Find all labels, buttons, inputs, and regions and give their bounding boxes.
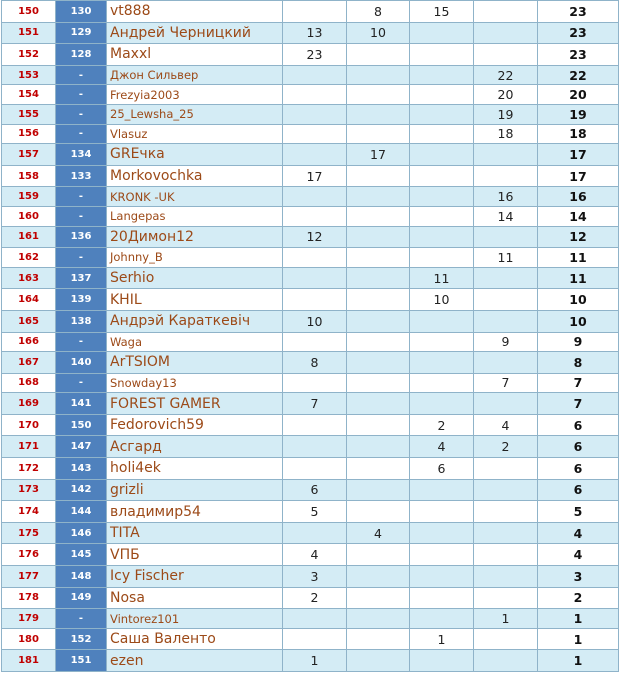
stage-1-score-cell: 7 <box>283 393 347 415</box>
stage-1-score-cell <box>283 436 347 458</box>
stage-1-score-cell <box>283 332 347 352</box>
table-row <box>2 65 619 85</box>
table-row <box>2 44 619 66</box>
stage-1-score-cell: 17 <box>283 165 347 187</box>
previous-rank-cell: 133 <box>56 165 107 187</box>
total-score-cell: 23 <box>538 44 619 66</box>
rank-cell: 156 <box>2 124 56 144</box>
stage-4-score-cell <box>474 352 538 374</box>
stage-4-score-cell: 16 <box>474 187 538 207</box>
player-name-cell: VПБ <box>107 544 283 566</box>
stage-2-score-cell <box>347 566 410 588</box>
stage-2-score-cell <box>347 124 410 144</box>
stage-2-score-cell <box>347 544 410 566</box>
player-name-cell: Vlasuz <box>107 124 283 144</box>
stage-2-score-cell <box>347 352 410 374</box>
stage-4-score-cell <box>474 566 538 588</box>
stage-3-score-cell <box>410 165 474 187</box>
previous-rank-cell: 145 <box>56 544 107 566</box>
player-name-cell: ArTSIOM <box>107 352 283 374</box>
stage-4-score-cell: 22 <box>474 65 538 85</box>
total-score-cell: 6 <box>538 436 619 458</box>
table-row <box>2 501 619 523</box>
stage-3-score-cell: 11 <box>410 267 474 289</box>
rank-cell: 172 <box>2 458 56 480</box>
rank-cell: 177 <box>2 566 56 588</box>
stage-3-score-cell <box>410 248 474 268</box>
stage-1-score-cell <box>283 144 347 166</box>
total-score-cell: 6 <box>538 479 619 501</box>
stage-3-score-cell <box>410 566 474 588</box>
stage-3-score-cell: 2 <box>410 414 474 436</box>
player-name-cell: Morkovochka <box>107 165 283 187</box>
stage-2-score-cell <box>347 436 410 458</box>
stage-2-score-cell <box>347 458 410 480</box>
table-row <box>2 165 619 187</box>
stage-3-score-cell <box>410 44 474 66</box>
stage-3-score-cell <box>410 65 474 85</box>
stage-2-score-cell <box>347 501 410 523</box>
total-score-cell: 12 <box>538 226 619 248</box>
stage-2-score-cell <box>347 609 410 629</box>
total-score-cell: 19 <box>538 104 619 124</box>
previous-rank-cell: - <box>56 248 107 268</box>
table-row <box>2 650 619 672</box>
stage-2-score-cell <box>347 479 410 501</box>
table-row <box>2 144 619 166</box>
previous-rank-cell: - <box>56 332 107 352</box>
previous-rank-cell: - <box>56 373 107 393</box>
stage-4-score-cell: 1 <box>474 609 538 629</box>
rank-cell: 161 <box>2 226 56 248</box>
stage-3-score-cell <box>410 310 474 332</box>
stage-1-score-cell: 10 <box>283 310 347 332</box>
stage-3-score-cell <box>410 609 474 629</box>
rank-cell: 154 <box>2 85 56 105</box>
stage-1-score-cell <box>283 85 347 105</box>
stage-2-score-cell <box>347 65 410 85</box>
stage-1-score-cell <box>283 267 347 289</box>
table-row <box>2 458 619 480</box>
rank-cell: 153 <box>2 65 56 85</box>
stage-4-score-cell <box>474 289 538 311</box>
stage-2-score-cell <box>347 628 410 650</box>
stage-4-score-cell <box>474 458 538 480</box>
stage-2-score-cell <box>347 332 410 352</box>
stage-4-score-cell <box>474 165 538 187</box>
stage-4-score-cell: 20 <box>474 85 538 105</box>
rank-cell: 176 <box>2 544 56 566</box>
total-score-cell: 11 <box>538 248 619 268</box>
stage-1-score-cell: 8 <box>283 352 347 374</box>
player-name-cell: Snowday13 <box>107 373 283 393</box>
total-score-cell: 7 <box>538 393 619 415</box>
table-row <box>2 609 619 629</box>
player-name-cell: Johnny_B <box>107 248 283 268</box>
previous-rank-cell: - <box>56 65 107 85</box>
stage-2-score-cell <box>347 85 410 105</box>
stage-1-score-cell: 12 <box>283 226 347 248</box>
player-name-cell: FOREST GAMER <box>107 393 283 415</box>
stage-2-score-cell <box>347 104 410 124</box>
player-name-cell: 25_Lewsha_25 <box>107 104 283 124</box>
total-score-cell: 23 <box>538 22 619 44</box>
stage-1-score-cell <box>283 104 347 124</box>
total-score-cell: 16 <box>538 187 619 207</box>
stage-3-score-cell <box>410 501 474 523</box>
table-row <box>2 352 619 374</box>
table-row <box>2 1 619 23</box>
previous-rank-cell: 130 <box>56 1 107 23</box>
player-name-cell: Саша Валенто <box>107 628 283 650</box>
table-row <box>2 310 619 332</box>
stage-4-score-cell: 19 <box>474 104 538 124</box>
table-row <box>2 22 619 44</box>
stage-3-score-cell <box>410 522 474 544</box>
standings-table <box>1 0 619 672</box>
stage-1-score-cell <box>283 187 347 207</box>
stage-1-score-cell <box>283 609 347 629</box>
stage-4-score-cell <box>474 522 538 544</box>
table-row <box>2 522 619 544</box>
previous-rank-cell: 140 <box>56 352 107 374</box>
rank-cell: 159 <box>2 187 56 207</box>
rank-cell: 167 <box>2 352 56 374</box>
previous-rank-cell: 143 <box>56 458 107 480</box>
stage-3-score-cell <box>410 85 474 105</box>
previous-rank-cell: 134 <box>56 144 107 166</box>
stage-1-score-cell: 3 <box>283 566 347 588</box>
table-row <box>2 544 619 566</box>
stage-2-score-cell <box>347 44 410 66</box>
player-name-cell: Андрэй Караткевіч <box>107 310 283 332</box>
player-name-cell: holi4ek <box>107 458 283 480</box>
player-name-cell: Serhio <box>107 267 283 289</box>
stage-4-score-cell <box>474 144 538 166</box>
total-score-cell: 1 <box>538 609 619 629</box>
stage-1-score-cell <box>283 1 347 23</box>
previous-rank-cell: 128 <box>56 44 107 66</box>
stage-4-score-cell: 11 <box>474 248 538 268</box>
rank-cell: 152 <box>2 44 56 66</box>
previous-rank-cell: - <box>56 85 107 105</box>
stage-3-score-cell <box>410 479 474 501</box>
player-name-cell: KHIL <box>107 289 283 311</box>
table-row <box>2 373 619 393</box>
table-row <box>2 566 619 588</box>
stage-1-score-cell: 23 <box>283 44 347 66</box>
player-name-cell: Джон Сильвер <box>107 65 283 85</box>
total-score-cell: 23 <box>538 1 619 23</box>
stage-1-score-cell <box>283 124 347 144</box>
total-score-cell: 4 <box>538 544 619 566</box>
previous-rank-cell: 137 <box>56 267 107 289</box>
stage-3-score-cell: 10 <box>410 289 474 311</box>
stage-1-score-cell <box>283 628 347 650</box>
rank-cell: 179 <box>2 609 56 629</box>
table-row <box>2 267 619 289</box>
table-row <box>2 479 619 501</box>
previous-rank-cell: 146 <box>56 522 107 544</box>
rank-cell: 166 <box>2 332 56 352</box>
table-row <box>2 187 619 207</box>
total-score-cell: 1 <box>538 650 619 672</box>
stage-2-score-cell <box>347 414 410 436</box>
rank-cell: 174 <box>2 501 56 523</box>
stage-1-score-cell: 4 <box>283 544 347 566</box>
rank-cell: 157 <box>2 144 56 166</box>
stage-1-score-cell <box>283 289 347 311</box>
table-row <box>2 587 619 609</box>
stage-4-score-cell <box>474 226 538 248</box>
stage-4-score-cell: 18 <box>474 124 538 144</box>
stage-1-score-cell: 13 <box>283 22 347 44</box>
total-score-cell: 7 <box>538 373 619 393</box>
stage-3-score-cell: 15 <box>410 1 474 23</box>
previous-rank-cell: - <box>56 187 107 207</box>
stage-4-score-cell <box>474 1 538 23</box>
stage-1-score-cell: 1 <box>283 650 347 672</box>
stage-1-score-cell <box>283 206 347 226</box>
stage-4-score-cell <box>474 479 538 501</box>
stage-2-score-cell <box>347 587 410 609</box>
stage-1-score-cell: 6 <box>283 479 347 501</box>
table-row <box>2 226 619 248</box>
player-name-cell: Maxxl <box>107 44 283 66</box>
player-name-cell: Icy Fischer <box>107 566 283 588</box>
stage-4-score-cell: 2 <box>474 436 538 458</box>
table-row <box>2 393 619 415</box>
stage-1-score-cell <box>283 65 347 85</box>
stage-2-score-cell <box>347 187 410 207</box>
stage-3-score-cell <box>410 104 474 124</box>
stage-4-score-cell <box>474 544 538 566</box>
stage-3-score-cell <box>410 144 474 166</box>
stage-2-score-cell <box>347 226 410 248</box>
previous-rank-cell: 151 <box>56 650 107 672</box>
stage-4-score-cell <box>474 650 538 672</box>
player-name-cell: Асгард <box>107 436 283 458</box>
stage-4-score-cell: 4 <box>474 414 538 436</box>
total-score-cell: 1 <box>538 628 619 650</box>
total-score-cell: 6 <box>538 414 619 436</box>
previous-rank-cell: - <box>56 104 107 124</box>
stage-4-score-cell: 9 <box>474 332 538 352</box>
stage-1-score-cell <box>283 458 347 480</box>
rank-cell: 173 <box>2 479 56 501</box>
player-name-cell: владимир54 <box>107 501 283 523</box>
stage-2-score-cell <box>347 650 410 672</box>
player-name-cell: grizli <box>107 479 283 501</box>
rank-cell: 171 <box>2 436 56 458</box>
player-name-cell: Nosa <box>107 587 283 609</box>
stage-2-score-cell <box>347 165 410 187</box>
stage-4-score-cell <box>474 501 538 523</box>
stage-2-score-cell <box>347 267 410 289</box>
rank-cell: 165 <box>2 310 56 332</box>
stage-2-score-cell: 8 <box>347 1 410 23</box>
rank-cell: 178 <box>2 587 56 609</box>
player-name-cell: TITA <box>107 522 283 544</box>
total-score-cell: 2 <box>538 587 619 609</box>
stage-2-score-cell: 17 <box>347 144 410 166</box>
table-row <box>2 289 619 311</box>
stage-3-score-cell: 1 <box>410 628 474 650</box>
stage-3-score-cell <box>410 22 474 44</box>
stage-4-score-cell <box>474 393 538 415</box>
rank-cell: 160 <box>2 206 56 226</box>
previous-rank-cell: 147 <box>56 436 107 458</box>
stage-2-score-cell: 4 <box>347 522 410 544</box>
stage-1-score-cell <box>283 373 347 393</box>
stage-4-score-cell: 14 <box>474 206 538 226</box>
rank-cell: 175 <box>2 522 56 544</box>
total-score-cell: 22 <box>538 65 619 85</box>
total-score-cell: 17 <box>538 165 619 187</box>
table-row <box>2 104 619 124</box>
stage-1-score-cell <box>283 522 347 544</box>
table-row <box>2 628 619 650</box>
stage-3-score-cell <box>410 124 474 144</box>
table-row <box>2 85 619 105</box>
stage-1-score-cell: 5 <box>283 501 347 523</box>
player-name-cell: Vintorez101 <box>107 609 283 629</box>
player-name-cell: ezen <box>107 650 283 672</box>
total-score-cell: 11 <box>538 267 619 289</box>
total-score-cell: 6 <box>538 458 619 480</box>
stage-4-score-cell <box>474 628 538 650</box>
previous-rank-cell: 129 <box>56 22 107 44</box>
stage-2-score-cell <box>347 206 410 226</box>
stage-3-score-cell <box>410 650 474 672</box>
total-score-cell: 9 <box>538 332 619 352</box>
stage-2-score-cell <box>347 289 410 311</box>
total-score-cell: 10 <box>538 310 619 332</box>
total-score-cell: 18 <box>538 124 619 144</box>
player-name-cell: Langepas <box>107 206 283 226</box>
stage-1-score-cell: 2 <box>283 587 347 609</box>
standings-body <box>2 1 619 672</box>
rank-cell: 155 <box>2 104 56 124</box>
previous-rank-cell: 148 <box>56 566 107 588</box>
stage-3-score-cell <box>410 587 474 609</box>
stage-3-score-cell <box>410 393 474 415</box>
stage-2-score-cell <box>347 373 410 393</box>
stage-3-score-cell <box>410 226 474 248</box>
previous-rank-cell: 150 <box>56 414 107 436</box>
stage-4-score-cell <box>474 22 538 44</box>
previous-rank-cell: 142 <box>56 479 107 501</box>
rank-cell: 162 <box>2 248 56 268</box>
stage-3-score-cell <box>410 206 474 226</box>
stage-3-score-cell <box>410 332 474 352</box>
previous-rank-cell: 141 <box>56 393 107 415</box>
player-name-cell: Waga <box>107 332 283 352</box>
rank-cell: 169 <box>2 393 56 415</box>
previous-rank-cell: - <box>56 609 107 629</box>
previous-rank-cell: 139 <box>56 289 107 311</box>
table-row <box>2 414 619 436</box>
stage-3-score-cell <box>410 544 474 566</box>
rank-cell: 163 <box>2 267 56 289</box>
table-row <box>2 206 619 226</box>
rank-cell: 181 <box>2 650 56 672</box>
stage-1-score-cell <box>283 414 347 436</box>
previous-rank-cell: 152 <box>56 628 107 650</box>
total-score-cell: 8 <box>538 352 619 374</box>
player-name-cell: KRONK -UK <box>107 187 283 207</box>
rank-cell: 168 <box>2 373 56 393</box>
total-score-cell: 14 <box>538 206 619 226</box>
stage-2-score-cell <box>347 310 410 332</box>
stage-1-score-cell <box>283 248 347 268</box>
stage-3-score-cell <box>410 187 474 207</box>
stage-4-score-cell: 7 <box>474 373 538 393</box>
stage-2-score-cell <box>347 248 410 268</box>
table-row <box>2 124 619 144</box>
rank-cell: 164 <box>2 289 56 311</box>
stage-4-score-cell <box>474 44 538 66</box>
rank-cell: 180 <box>2 628 56 650</box>
total-score-cell: 10 <box>538 289 619 311</box>
previous-rank-cell: 138 <box>56 310 107 332</box>
previous-rank-cell: 136 <box>56 226 107 248</box>
table-row <box>2 248 619 268</box>
total-score-cell: 20 <box>538 85 619 105</box>
player-name-cell: Frezyia2003 <box>107 85 283 105</box>
stage-4-score-cell <box>474 267 538 289</box>
previous-rank-cell: 149 <box>56 587 107 609</box>
player-name-cell: Fedorovich59 <box>107 414 283 436</box>
stage-3-score-cell: 4 <box>410 436 474 458</box>
previous-rank-cell: - <box>56 206 107 226</box>
rank-cell: 150 <box>2 1 56 23</box>
stage-3-score-cell <box>410 352 474 374</box>
stage-2-score-cell <box>347 393 410 415</box>
total-score-cell: 4 <box>538 522 619 544</box>
stage-2-score-cell: 10 <box>347 22 410 44</box>
total-score-cell: 3 <box>538 566 619 588</box>
player-name-cell: 20Димон12 <box>107 226 283 248</box>
player-name-cell: Андрей Черницкий <box>107 22 283 44</box>
stage-4-score-cell <box>474 587 538 609</box>
rank-cell: 158 <box>2 165 56 187</box>
previous-rank-cell: 144 <box>56 501 107 523</box>
total-score-cell: 17 <box>538 144 619 166</box>
stage-4-score-cell <box>474 310 538 332</box>
table-row <box>2 332 619 352</box>
rank-cell: 170 <box>2 414 56 436</box>
total-score-cell: 5 <box>538 501 619 523</box>
rank-cell: 151 <box>2 22 56 44</box>
player-name-cell: GREчка <box>107 144 283 166</box>
table-row <box>2 436 619 458</box>
previous-rank-cell: - <box>56 124 107 144</box>
stage-3-score-cell <box>410 373 474 393</box>
stage-3-score-cell: 6 <box>410 458 474 480</box>
player-name-cell: vt888 <box>107 1 283 23</box>
